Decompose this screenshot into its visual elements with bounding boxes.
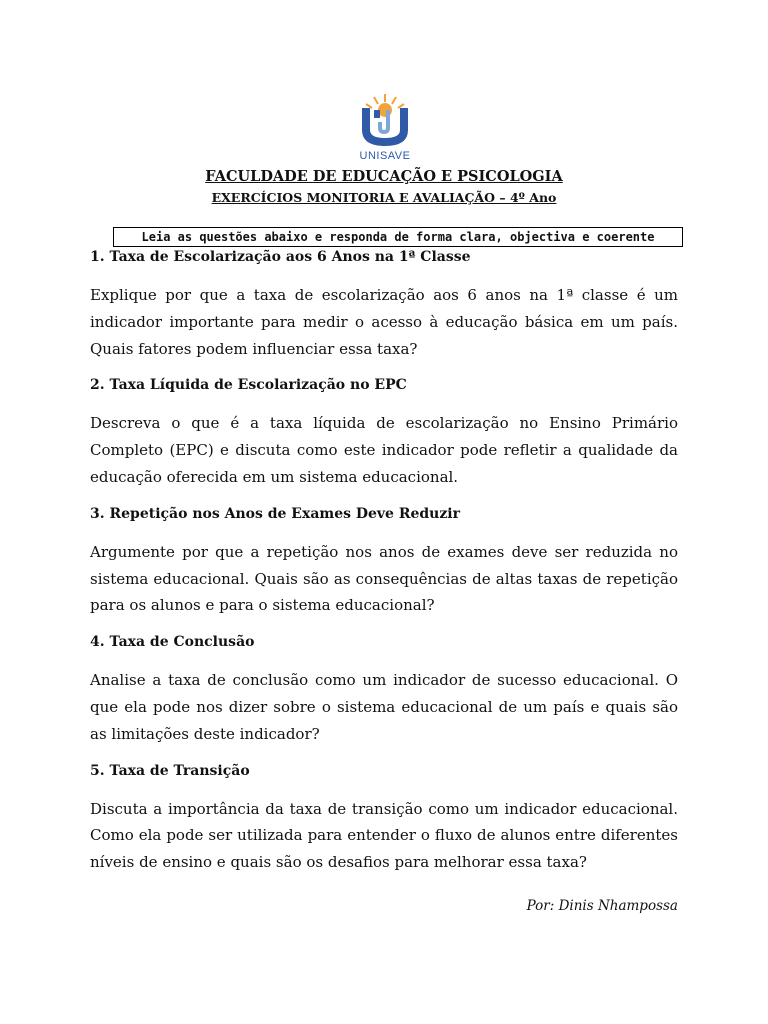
question-title-1: 1. Taxa de Escolarização aos 6 Anos na 1ª Classe [90, 249, 471, 265]
question-body-3: Argumente por que a repetição nos anos de exames deve ser reduzida no sistema educacional. Quais são as consequências de altas taxas de repetição para os alunos e para o sistema educacional? [90, 542, 678, 615]
question-body-1: Explique por que a taxa de escolarização aos 6 anos na 1ª classe é um indicador importante para medir o acesso à educação básica em um país. Quais fatores podem influenciar essa taxa? [90, 286, 678, 358]
university-logo [352, 92, 418, 164]
question-title-5: 5. Taxa de Transição [90, 762, 250, 779]
question-body-5: Discuta a importância da taxa de transição como um indicador educacional. Como ela pode ser utilizada para entender o fluxo de alunos entre diferentes níveis de ensino e quais são os desafios para melhorar essa taxa? [90, 799, 678, 872]
question-title-3: 3. Repetição nos Anos de Exames Deve Reduzir [90, 505, 460, 522]
author-signature: Por: Dinis Nhampossa [526, 898, 678, 914]
logo-emblem-icon [352, 92, 418, 150]
exercise-subtitle: EXERCÍCIOS MONITORIA E AVALIAÇÃO – 4º Ano [211, 190, 557, 205]
question-body-4: Analise a taxa de conclusão como um indicador de sucesso educacional. O que ela pode nos dizer sobre o sistema educacional de um país e quais são as limitações deste indicador? [90, 671, 678, 743]
logo-text: UNISAVE [359, 150, 411, 162]
instruction-box: Leia as questões abaixo e responda de forma clara, objectiva e coerente [113, 227, 683, 247]
questions-list [90, 247, 678, 876]
question-title-2: 2. Taxa Líquida de Escolarização no EPC [90, 377, 407, 394]
institution-title: FACULDADE DE EDUCAÇÃO E PSICOLOGIA [205, 168, 563, 185]
question-title-4: 4. Taxa de Conclusão [90, 634, 255, 651]
question-body-2: Descreva o que é a taxa líquida de escolarização no Ensino Primário Completo (EPC) e discuta como este indicador pode refletir a qualidade da educação oferecida em um sistema educacional. [90, 414, 678, 486]
